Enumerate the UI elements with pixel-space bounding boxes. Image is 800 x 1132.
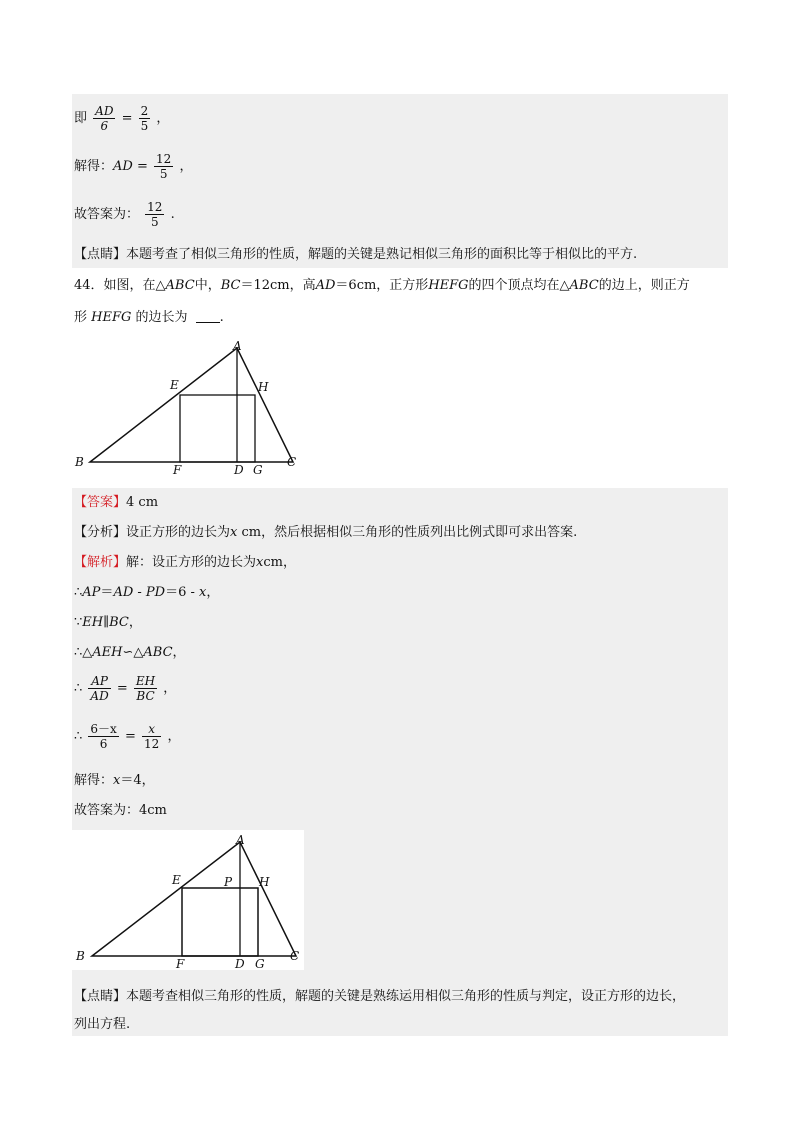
- answer-line: 【答案】4 cm: [74, 495, 159, 510]
- label-c-2: C: [290, 949, 300, 963]
- label-e: E: [170, 378, 179, 392]
- label-b-2: B: [76, 949, 85, 963]
- question-44-line2: 形 HEFG 的边长为 .: [74, 310, 224, 325]
- label-a-2: A: [236, 833, 245, 847]
- fraction-x-over-12: $\frac{x}{12}$: [144, 722, 160, 751]
- comment2-line2: 列出方程.: [74, 1017, 131, 1032]
- label-d-2: D: [235, 957, 245, 970]
- solution-line-ratio: 即 $\frac{AD}{6}$ = $\frac{2}{5}$ ，: [74, 104, 170, 133]
- solution-intro: 【解析】解：设正方形的边长为xcm，: [74, 555, 296, 570]
- solution-step-ap: ∴AP＝AD - PD＝6 - x，: [74, 585, 220, 600]
- fraction-12-over-5-answer: $\frac{12}{5}$: [147, 200, 163, 229]
- question-44-line1: 44．如图，在△ABC中，BC＝12cm，高AD＝6cm，正方形HEFG的四个顶点均在△ABC的边上，则正方: [74, 278, 690, 293]
- solution-step-parallel: ∵EH∥BC，: [74, 615, 142, 630]
- solution-line-solve-ad: 解得：AD = $\frac{12}{5}$ ，: [74, 152, 193, 181]
- label-f-2: F: [176, 957, 185, 970]
- solution-step-equation: ∴ $\frac{6-x}{6}$ = $\frac{x}{12}$ ，: [74, 722, 181, 751]
- answer-blank: [196, 310, 220, 323]
- label-a: A: [233, 339, 242, 353]
- fraction-12-over-5: $\frac{12}{5}$: [156, 152, 172, 181]
- solution-step-similar: ∴△AEH∽△ABC，: [74, 645, 186, 660]
- analysis-line: 【分析】设正方形的边长为x cm，然后根据相似三角形的性质列出比例式即可求出答案.: [74, 525, 578, 540]
- label-p: P: [224, 875, 233, 889]
- label-f: F: [173, 463, 182, 477]
- label-h-2: H: [259, 875, 270, 889]
- solution-figure-triangle-square: [72, 830, 304, 970]
- question-figure-triangle-square: [70, 338, 310, 478]
- label-h: H: [258, 380, 269, 394]
- fraction-eh-over-bc: $\frac{EH}{BC}$: [135, 674, 156, 703]
- fraction-6-minus-x-over-6: $\frac{6-x}{6}$: [90, 722, 117, 751]
- label-c: C: [287, 455, 297, 469]
- label-g-2: G: [255, 957, 265, 970]
- comment-line: 【点睛】本题考查了相似三角形的性质，解题的关键是熟记相似三角形的面积比等于相似比的平方.: [74, 247, 638, 262]
- solution-line-answer: 故答案为： $\frac{12}{5}$ .: [74, 200, 175, 229]
- label-d: D: [234, 463, 244, 477]
- comment2-line1: 【点睛】本题考查相似三角形的性质，解题的关键是熟练运用相似三角形的性质与判定，设正方形的边长，: [74, 989, 686, 1004]
- solution-final-answer: 故答案为：4cm: [74, 803, 167, 818]
- solution-step-ratio: ∴ $\frac{AP}{AD}$ = $\frac{EH}{BC}$ ，: [74, 674, 177, 703]
- fraction-ad-over-6: $\frac{AD}{6}$: [95, 104, 114, 133]
- label-g: G: [253, 463, 263, 477]
- label-e-2: E: [172, 873, 181, 887]
- fraction-2-over-5: $\frac{2}{5}$: [140, 104, 149, 133]
- solution-step-result: 解得：x＝4，: [74, 773, 155, 788]
- top-highlight-band: [72, 94, 728, 268]
- fraction-ap-over-ad: $\frac{AP}{AD}$: [90, 674, 109, 703]
- label-b: B: [75, 455, 84, 469]
